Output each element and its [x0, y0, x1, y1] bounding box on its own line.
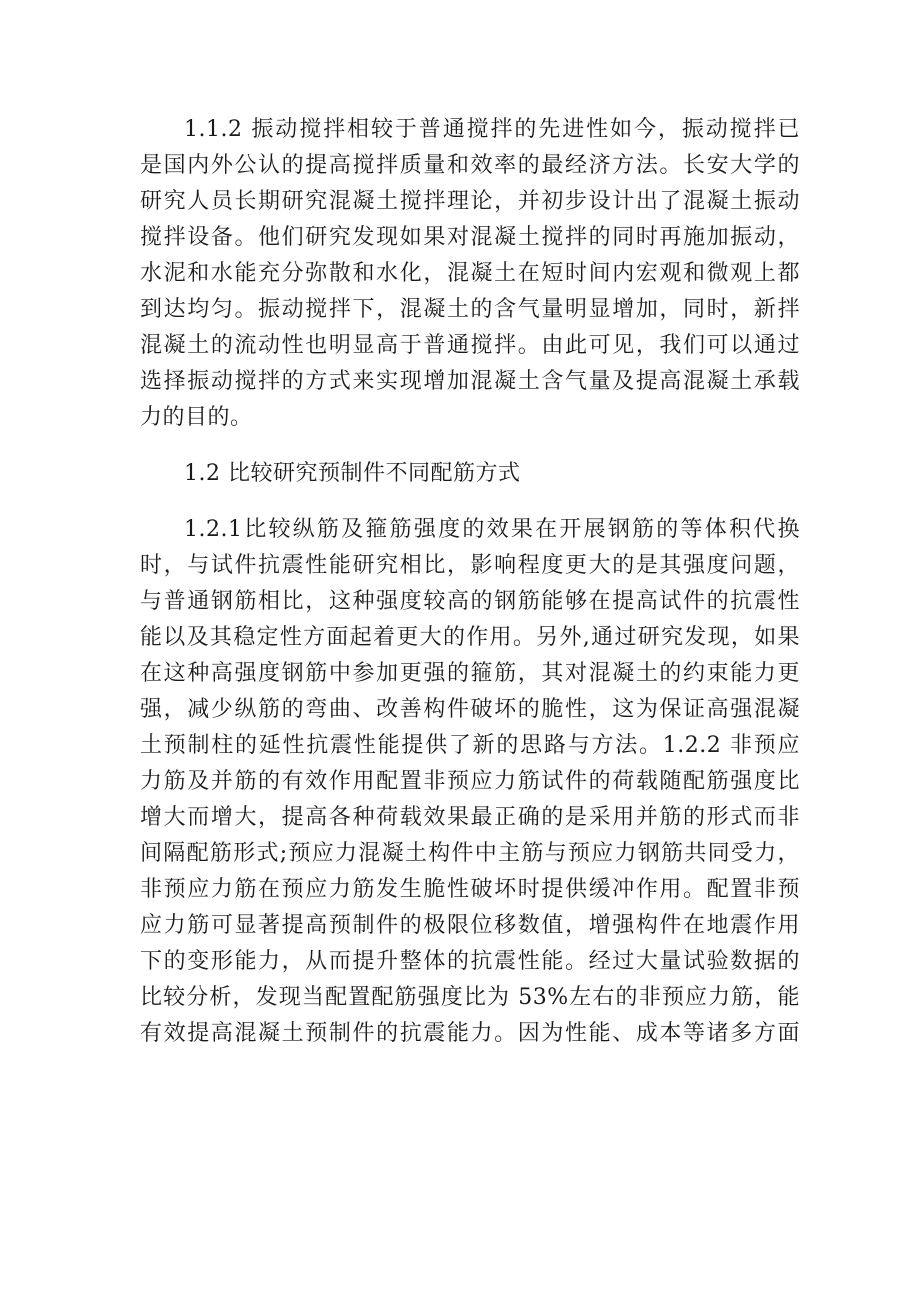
paragraph-vibration-mixing	[140, 112, 800, 436]
text-line: 力的目的。	[140, 405, 253, 430]
text-line: 水泥和水能充分弥散和水化，混凝土在短时间内宏观和微观上都	[140, 261, 800, 286]
text-line: 应力筋可显著提高预制件的极限位移数值，增强构件在地震作用	[140, 913, 800, 938]
text-line: 在这种高强度钢筋中参加更强的箍筋，其对混凝土的约束能力更	[140, 661, 800, 686]
text-line: 间隔配筋形式;预应力混凝土构件中主筋与预应力钢筋共同受力，	[140, 841, 800, 866]
text-line: 增大而增大，提高各种荷载效果最正确的是采用并筋的形式而非	[140, 805, 800, 830]
text-line: 研究人员长期研究混凝土搅拌理论，并初步设计出了混凝土振动	[140, 189, 800, 214]
text-line: 时，与试件抗震性能研究相比，影响程度更大的是其强度问题，	[140, 553, 800, 578]
text-line: 能以及其稳定性方面起着更大的作用。另外,通过研究发现，如果	[140, 625, 800, 650]
text-line: 非预应力筋在预应力筋发生脆性破坏时提供缓冲作用。配置非预	[140, 877, 800, 902]
document-page	[140, 112, 800, 1052]
text-line: 选择振动搅拌的方式来实现增加混凝土含气量及提高混凝土承载	[140, 369, 800, 394]
paragraph-gap	[140, 492, 800, 512]
text-line: 下的变形能力，从而提升整体的抗震性能。经过大量试验数据的	[140, 949, 800, 974]
text-line: 力筋及并筋的有效作用配置非预应力筋试件的荷载随配筋强度比	[140, 769, 800, 794]
text-line: 混凝土的流动性也明显高于普通搅拌。由此可见，我们可以通过	[140, 333, 800, 358]
paragraph-reinforcement	[140, 512, 800, 1052]
text-line: 是国内外公认的提高搅拌质量和效率的最经济方法。长安大学的	[140, 153, 800, 178]
text-line: 1.1.2 振动搅拌相较于普通搅拌的先进性如今，振动搅拌已	[184, 117, 800, 142]
section-heading: 1.2 比较研究预制件不同配筋方式	[184, 461, 521, 486]
text-line: 与普通钢筋相比，这种强度较高的钢筋能够在提高试件的抗震性	[140, 589, 800, 614]
text-line: 到达均匀。振动搅拌下，混凝土的含气量明显增加，同时，新拌	[140, 297, 800, 322]
text-line: 比较分析，发现当配置配筋强度比为 53%左右的非预应力筋，能	[140, 985, 800, 1010]
paragraph-gap	[140, 436, 800, 456]
text-line: 土预制柱的延性抗震性能提供了新的思路与方法。1.2.2 非预应	[140, 733, 800, 758]
text-line: 搅拌设备。他们研究发现如果对混凝土搅拌的同时再施加振动，	[140, 225, 800, 250]
text-line: 有效提高混凝土预制件的抗震能力。因为性能、成本等诸多方面	[140, 1021, 800, 1046]
text-line: 强，减少纵筋的弯曲、改善构件破坏的脆性，这为保证高强混凝	[140, 697, 800, 722]
text-line: 1.2.1比较纵筋及箍筋强度的效果在开展钢筋的等体积代换	[184, 517, 800, 542]
